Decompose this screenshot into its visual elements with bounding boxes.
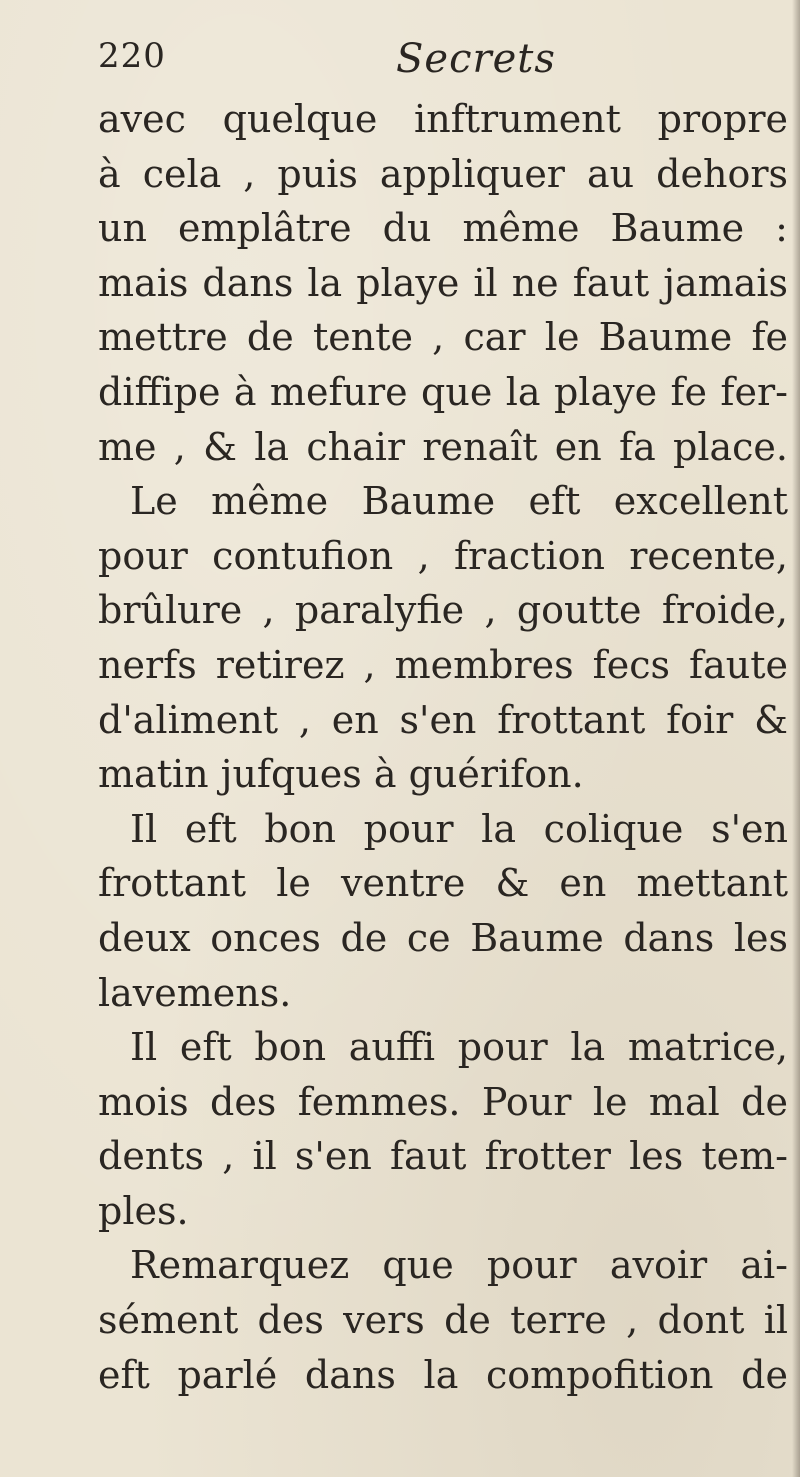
text-line: d'aliment , en s'en frottant foir & [98, 697, 788, 742]
page-number: 220 [98, 36, 166, 76]
text-line: un emplâtre du même Baume : [98, 206, 788, 251]
text-line: brûlure , paralyfie , goutte froide, [98, 588, 788, 633]
text-line: matin jufques à guérifon. [98, 752, 584, 797]
text-line: mais dans la playe il ne faut jamais [98, 260, 788, 305]
text-line: diffipe à mefure que la playe fe fer- [98, 369, 788, 414]
text-line: Il eft bon auffi pour la matrice, [130, 1025, 788, 1070]
text-line: mois des femmes. Pour le mal de [98, 1079, 788, 1124]
text-line: sément des vers de terre , dont il [98, 1298, 788, 1343]
text-line: nerfs retirez , membres fecs faute [98, 642, 788, 687]
page-edge-shadow [792, 0, 800, 1477]
text-line: à cela , puis appliquer au dehors [98, 151, 788, 196]
text-line: pour contufion , fraction recente, [98, 533, 788, 578]
text-line: Il eft bon pour la colique s'en [130, 806, 788, 851]
text-line: deux onces de ce Baume dans les [98, 915, 788, 960]
text-line: frottant le ventre & en mettant [98, 861, 788, 906]
running-head [98, 36, 778, 86]
text-line: Le même Baume eft excellent [130, 479, 788, 524]
text-line: avec quelque inftrument propre [98, 97, 788, 141]
text-line: mettre de tente , car le Baume fe [98, 315, 788, 360]
text-line: eft parlé dans la compofition de [98, 1352, 788, 1397]
text-line: ples. [98, 1188, 189, 1233]
body-text [98, 92, 788, 1402]
text-line: lavemens. [98, 970, 292, 1015]
text-line: dents , il s'en faut frotter les tem- [98, 1134, 788, 1179]
text-line: Remarquez que pour avoir ai- [130, 1243, 788, 1288]
running-title: Secrets [396, 36, 556, 82]
text-line: me , & la chair renaît en fa place. [98, 424, 788, 469]
